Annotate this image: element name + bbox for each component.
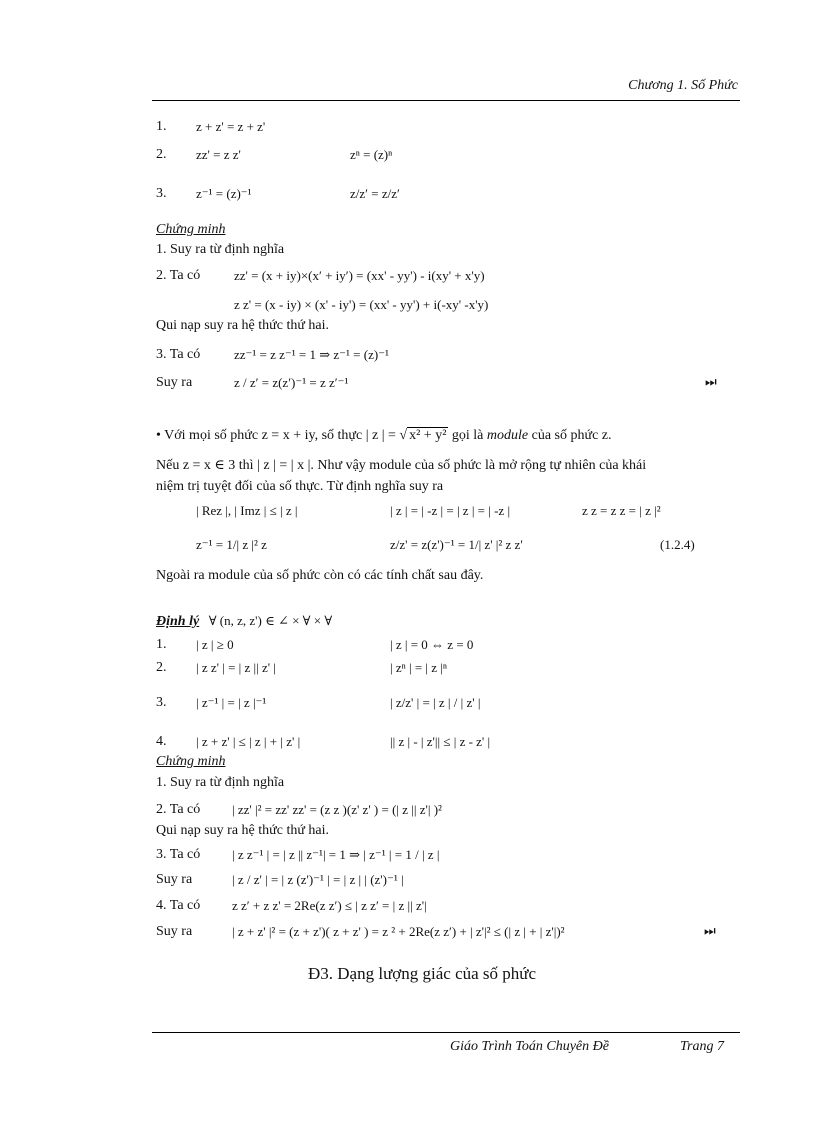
proof2-line7-label: Suy ra xyxy=(156,924,193,939)
prop1-num: 1. xyxy=(156,119,167,134)
theorem-r3-num: 3. xyxy=(156,695,167,710)
proof1-line6-label: Suy ra xyxy=(156,375,193,390)
theorem-heading xyxy=(156,613,332,630)
module-def-text-c: gọi là xyxy=(448,428,487,443)
prop2-num: 2. xyxy=(156,147,167,162)
prop2-formula: zz' = z z' xyxy=(196,147,241,162)
module-def-line2: Nếu z = x ∈ 3 thì | z | = | x |. Như vậy module của số phức là mở rộng tự nhiên của khái xyxy=(156,458,647,473)
theorem-r3-a: | z⁻¹ | = | z |⁻¹ xyxy=(196,695,267,710)
proof2-heading: Chứng minh xyxy=(156,754,226,769)
proof2-line6-label: 4. Ta có xyxy=(156,898,201,913)
end-of-proof-icon: ⏭ xyxy=(705,374,717,389)
prop1-formula: z + z' = z + z' xyxy=(196,119,266,134)
module-def-sqrt: x² + y² xyxy=(409,428,447,443)
prop3-num: 3. xyxy=(156,186,167,201)
module-def-term: module xyxy=(486,428,529,443)
theorem-r1-num: 1. xyxy=(156,637,167,652)
section-title: Đ3. Dạng lượng giác của số phức xyxy=(308,964,537,983)
proof2-line3: Qui nạp suy ra hệ thức thứ hai. xyxy=(156,823,330,838)
chapter-header: Chương 1. Số Phức xyxy=(628,78,738,93)
proof1-line2: zz' = (x + iy)×(x′ + iy′) = (xx' - yy') - i(xy' + x'y) xyxy=(234,268,485,283)
module-def-text-e: của số phức z. xyxy=(528,428,612,443)
footer-book-title: Giáo Trình Toán Chuyên Đề xyxy=(450,1039,609,1054)
module-formula-1: | Rez |, | Imz | ≤ | z | xyxy=(196,503,298,518)
proof1-line4: Qui nạp suy ra hệ thức thứ hai. xyxy=(156,318,330,333)
prop3-formula-b: z/z′ = z/z′ xyxy=(350,186,400,201)
footer-rule xyxy=(152,1032,740,1033)
prop2-formula-b: zⁿ = (z)ⁿ xyxy=(350,147,393,162)
footer-page-number: Trang 7 xyxy=(680,1039,724,1054)
theorem-statement: ∀ (n, z, z') ∈ ∠ × ∀ × ∀ xyxy=(208,613,333,628)
module-formula-3: z z = z z = | z |² xyxy=(582,503,661,518)
proof2-line4: | z z⁻¹ | = | z || z⁻¹| = 1 ⇒ | z⁻¹ | = 1 / | z | xyxy=(232,847,440,862)
proof1-line3: z z' = (x - iy) × (x' - iy') = (xx' - yy') + i(-xy' -x'y) xyxy=(234,297,489,312)
proof2-line2-label: 2. Ta có xyxy=(156,802,201,817)
theorem-label: Định lý xyxy=(156,614,200,629)
proof2-line2: | zz' |² = zz' zz' = (z z )(z' z' ) = (| z || z'| )² xyxy=(232,802,442,817)
proof1-line1: 1. Suy ra từ định nghĩa xyxy=(156,242,285,257)
proof1-line2-label: 2. Ta có xyxy=(156,268,201,283)
proof2-line5: | z / z' | = | z (z')⁻¹ | = | z | | (z')⁻¹ | xyxy=(232,872,404,887)
theorem-r3-b: | z/z' | = | z | / | z' | xyxy=(390,695,481,710)
theorem-r4-a: | z + z' | ≤ | z | + | z' | xyxy=(196,734,301,749)
proof1-line6: z / z′ = z(z′)⁻¹ = z z′⁻¹ xyxy=(234,375,349,390)
module-def-text-a: • Với mọi số phức z = x + iy, số thực | z | = xyxy=(156,428,400,443)
proof1-line5: zz⁻¹ = z z⁻¹ = 1 ⇒ z⁻¹ = (z)⁻¹ xyxy=(234,347,389,362)
theorem-r4-b: || z | - | z'|| ≤ | z - z' | xyxy=(390,734,491,749)
header-rule xyxy=(152,100,740,101)
theorem-r1-b: | z | = 0 ⇔ z = 0 xyxy=(390,637,474,652)
proof1-heading: Chứng minh xyxy=(156,222,226,237)
proof2-line7: | z + z' |² = (z + z')( z + z' ) = z ² + 2Re(z z′) + | z'|² ≤ (| z | + | z'|)² xyxy=(232,924,565,939)
proof1-line5-label: 3. Ta có xyxy=(156,347,201,362)
module-def-line3: niệm trị tuyệt đối của số thực. Từ định nghĩa suy ra xyxy=(156,479,444,494)
theorem-r4-num: 4. xyxy=(156,734,167,749)
equation-number: (1.2.4) xyxy=(660,537,695,552)
prop3-formula: z⁻¹ = (z)⁻¹ xyxy=(196,186,252,201)
theorem-r1-a: | z | ≥ 0 xyxy=(196,637,234,652)
sqrt-sign: √ xyxy=(399,428,408,443)
module-formula-5: z/z' = z(z')⁻¹ = 1/| z' |² z z' xyxy=(390,537,523,552)
proof2-line6: z z′ + z z' = 2Re(z z′) ≤ | z z′ = | z || z'| xyxy=(232,898,427,913)
module-def-line4: Ngoài ra module của số phức còn có các tính chất sau đây. xyxy=(156,568,484,583)
proof2-line1: 1. Suy ra từ định nghĩa xyxy=(156,775,285,790)
theorem-r2-a: | z z' | = | z || z' | xyxy=(196,660,276,675)
module-formula-4: z⁻¹ = 1/| z |² z xyxy=(196,537,267,552)
proof2-line4-label: 3. Ta có xyxy=(156,847,201,862)
theorem-r2-b: | zⁿ | = | z |ⁿ xyxy=(390,660,447,675)
module-def-line1 xyxy=(156,428,612,444)
theorem-r2-num: 2. xyxy=(156,660,167,675)
module-formula-2: | z | = | -z | = | z | = | -z | xyxy=(390,503,511,518)
end-of-proof-icon: ⏭ xyxy=(704,923,716,938)
proof2-line5-label: Suy ra xyxy=(156,872,193,887)
